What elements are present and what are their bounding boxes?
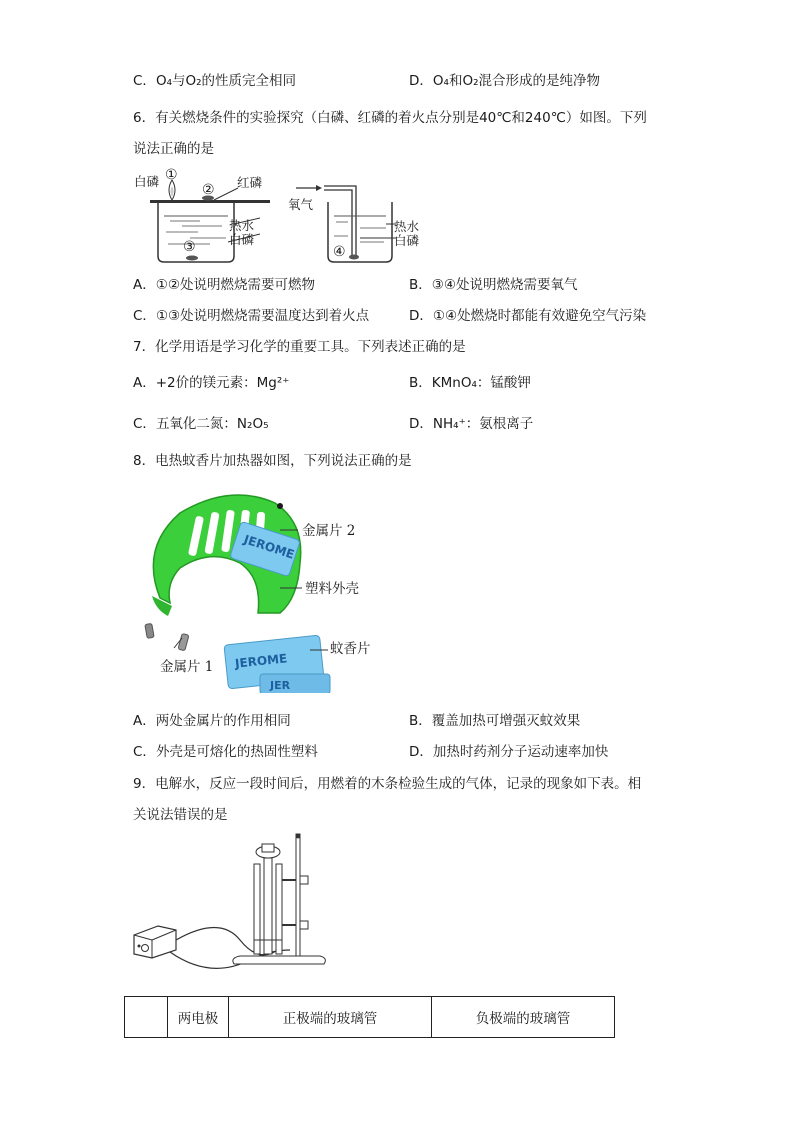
q8-option-c: C．外壳是可熔化的热固性塑料: [133, 744, 318, 760]
label-oxygen: 氧气: [288, 197, 314, 212]
q9-stem-line2: 关说法错误的是: [133, 807, 228, 823]
q8-option-a: A．两处金属片的作用相同: [133, 713, 291, 729]
marker-3: ③: [183, 239, 196, 255]
label-plastic-shell: 塑料外壳: [305, 581, 359, 597]
marker-4: ④: [333, 244, 346, 260]
q7-stem: 7．化学用语是学习化学的重要工具。下列表述正确的是: [133, 339, 466, 355]
q7-option-c: C．五氧化二氮：N₂O₅: [133, 416, 269, 432]
label-red-phosphorus: 红磷: [237, 175, 263, 190]
q6-option-a: A．①②处说明燃烧需要可燃物: [133, 277, 315, 293]
label-white-phosphorus: 白磷: [134, 174, 160, 189]
q6-stem-line1: 6．有关燃烧条件的实验探究（白磷、红磷的着火点分别是40℃和240℃）如图。下列: [133, 110, 647, 126]
label-metal-plate-1: 金属片 1: [160, 659, 214, 675]
table-header-negative-tube: 负极端的玻璃管: [432, 997, 615, 1038]
q9-stem-line1: 9．电解水，反应一段时间后，用燃着的木条检验生成的气体，记录的现象如下表。相: [133, 776, 642, 792]
pad-brand-partial: JER: [270, 679, 291, 692]
q6-option-b: B．③④处说明燃烧需要氧气: [409, 277, 578, 293]
label-white-phosphorus-underwater: 白磷: [229, 232, 255, 247]
q5-option-d: D．O₄和O₂混合形成的是纯净物: [409, 73, 600, 89]
marker-2: ②: [202, 182, 215, 198]
label-mosquito-pad: 蚊香片: [330, 641, 371, 657]
label-white-phosphorus-right: 白磷: [394, 233, 420, 248]
q8-stem: 8．电热蚊香片加热器如图，下列说法正确的是: [133, 453, 412, 469]
q6-stem-line2: 说法正确的是: [133, 141, 214, 157]
pad-brand-bottom: JEROME: [234, 651, 288, 671]
pad-brand-top: JEROME: [242, 532, 297, 562]
table-header-electrodes: 两电极: [168, 997, 229, 1038]
q6-option-c: C．①③处说明燃烧需要温度达到着火点: [133, 308, 370, 324]
table-header-positive-tube: 正极端的玻璃管: [229, 997, 432, 1038]
q8-option-b: B．覆盖加热可增强灭蚊效果: [409, 713, 581, 729]
q7-option-a: A．+2价的镁元素：Mg²⁺: [133, 375, 290, 391]
label-metal-plate-2: 金属片 2: [302, 523, 356, 539]
q7-option-b: B．KMnO₄：锰酸钾: [409, 375, 531, 391]
label-hot-water-right: 热水: [394, 219, 420, 234]
electrolysis-apparatus-figure: [130, 830, 330, 978]
label-hot-water-left: 热水: [229, 218, 255, 233]
q7-option-d: D．NH₄⁺：氨根离子: [409, 416, 534, 432]
q5-option-c: C．O₄与O₂的性质完全相同: [133, 73, 297, 89]
q6-option-d: D．①④处燃烧时都能有效避免空气污染: [409, 308, 647, 324]
observation-table: [124, 996, 615, 1038]
table-cell-corner: [125, 997, 168, 1038]
q8-option-d: D．加热时药剂分子运动速率加快: [409, 744, 609, 760]
marker-1: ①: [165, 167, 178, 183]
table-row: [125, 997, 615, 1038]
